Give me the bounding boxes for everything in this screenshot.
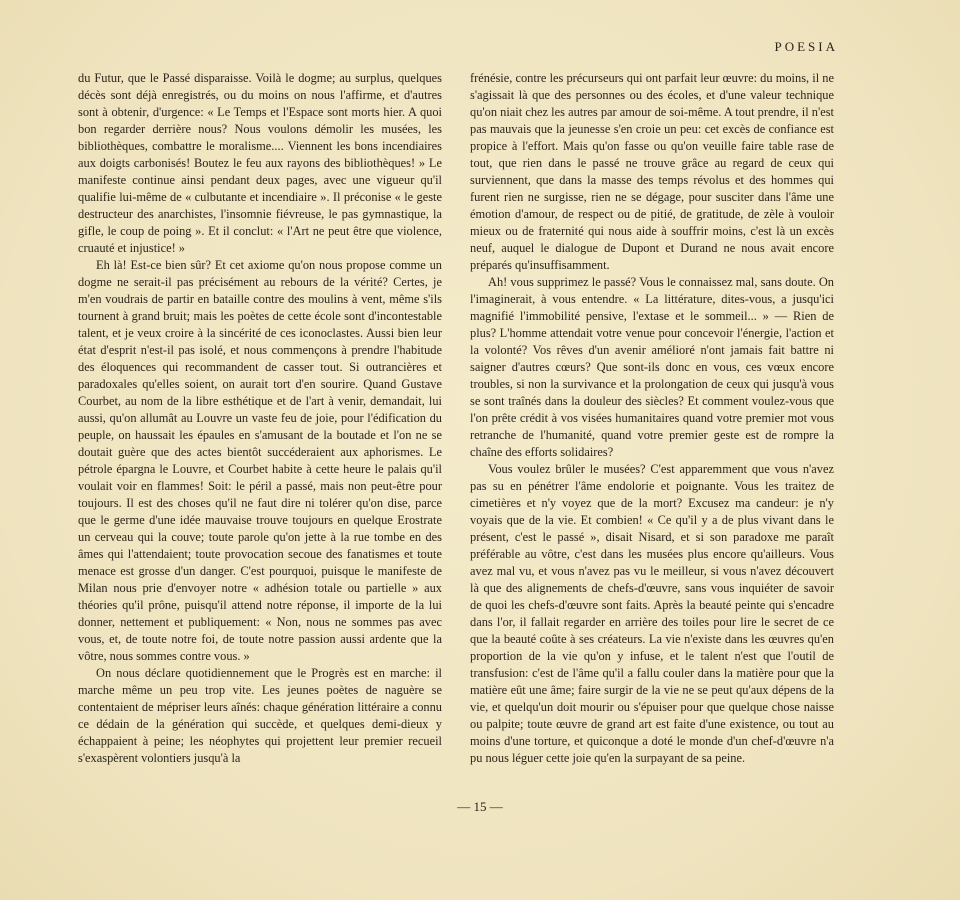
right-column <box>470 70 834 767</box>
left-column <box>78 70 442 767</box>
paragraph: Ah! vous supprimez le passé? Vous le connaissez mal, sans doute. On l'imaginerait, à vous entendre. « La littérature, dites-vous, a jusqu'ici magnifié l'immobilité pensive, l'extase et le sommeil... » — Rien de plus? L'homme attendait votre venue pour concevoir l'énergie, l'action et la volonté? Vos rêves d'un avenir amélioré n'ont jamais fait battre ni saigner d'autres cœurs? Que sont-ils donc en vous, ces vœux encore troubles, si non la survivance et la prolongation de ceux qui jusqu'à vous se sont traînés dans la douleur des siècles? Et comment voulez-vous que l'on prête crédit à vos visées humanitaires quand votre premier mot vous retranche de l'humanité, quand votre premier geste est de rompre la chaîne des efforts solidaires? <box>470 275 834 459</box>
paragraph: Eh là! Est-ce bien sûr? Et cet axiome qu'on nous propose comme un dogme ne serait-il pas précisément au rebours de la vérité? Certes, je m'en voudrais de partir en bataille contre des moulins à vent, même s'ils tournent à grand bruit; mais les poètes de cette école sont d'incontestable talent, et je veux croire à la sincérité de ces iconoclastes. Aussi bien leur état d'esprit n'est-il pas isolé, et nous commençons à prendre l'habitude des éloquences qui recommandent de casser tout. Si outrancières et paradoxales qu'elles soient, on aurait tort d'en sourire. Quand Gustave Courbet, au nom de la libre esthétique et de l'art à venir, demandait, lui aussi, qu'on allumât au Louvre un vaste feu de joie, pour l'édification du peuple, on haussait les épaules en s'amusant de la boutade et l'on ne se doutait guère que des actes bientôt succéderaient aux aphorismes. Le pétrole épargna le Louvre, et Courbet habite à cette heure le palais qu'il voulait voir en flammes! Soit: le péril a passé, mais non peut-être pour toujours. Il est des choses qu'il ne faut dire ni tolérer qu'on dise, parce que le germe d'une idée mauvaise trouve toujours en quelque Erostrate un cerveau qui la couve; toute parole qu'on jette à la rue tombe en des âmes qui l'attendaient; toute provocation secoue des fanatismes et toute menace est grosse d'un danger. C'est pourquoi, puisque le manifeste de Milan nous prie d'envoyer notre « adhésion totale ou partielle » aux théories qu'il prône, puisqu'il attend notre réponse, il importe de la lui donner, nettement et publiquement: « Non, nous ne sommes pas avec vous, et, de toute notre foi, de toute notre passion aussi ardente que la vôtre, nous sommes contre vous. » <box>78 258 442 663</box>
page-number: — 15 — <box>457 799 503 814</box>
running-head: POESIA <box>774 39 838 54</box>
paragraph: Vous voulez brûler le musées? C'est apparemment que vous n'avez pas su en pénétrer l'âme endolorie et poignante. Vous les traitez de cimetières et n'y voyez que de la mort? Excusez ma candeur: je n'y voyais que de la vie. Et combien! « Ce qu'il y a de plus vivant dans le présent, c'est le passé », disait Nisard, et si son paradoxe me paraît préférable au vôtre, c'est dans les musées plus encore qu'ailleurs. Vous avez mal vu, et vous n'avez pas vu le meilleur, si vous n'avez découvert là que des alignements de chefs-d'œuvre, sans vous inquiéter de savoir de quoi les chefs-d'œuvre sont faits. Après la beauté peinte qui s'encadre dans l'or, il fallait regarder en arrière des toiles pour lire le secret de ce que la beauté coûte à ses créateurs. La vie n'existe dans les œuvres qu'en proportion de la vie qu'on y infuse, et le talent n'est que l'outil de transfusion: c'est de l'âme qu'il a fallu couler dans la matière pour que la matière eût une âme; faire surgir de la vie ne se peut qu'aux dépens de la vie, et quelqu'un doit mourir ou s'épuiser pour que quelque chose naisse ou palpite; toute œuvre de grand art est faite d'une existence, ou tout au moins d'une torture, et quiconque a doté le monde d'un chef-d'œuvre n'a pu nous léguer cette joie qu'en la surpayant de sa peine. <box>470 462 834 765</box>
paragraph: du Futur, que le Passé disparaisse. Voilà le dogme; au surplus, quelques décès sont déjà enregistrés, ou du moins on nous l'affirme, et d'autres sont à obtenir, d'urgence: « Le Temps et l'Espace sont morts hier. A quoi bon regarder derrière nous? Nous voulons démolir les musées, les bibliothèques, combattre le moralisme.... Viennent les bons incendiaires aux doigts carbonisés! Boutez le feu aux rayons des bibliothèques! » Le manifeste continue ainsi pendant deux pages, avec une vigueur qu'il qualifie lui-même de « culbutante et incendiaire ». Il préconise « le geste destructeur des anarchistes, l'insomnie fiévreuse, le pas gymnastique, la gifle, le coup de poing ». Et il conclut: « l'Art ne peut être que violence, cruauté et injustice! » <box>78 71 442 255</box>
paragraph: On nous déclare quotidiennement que le Progrès est en marche: il marche même un peu trop vite. Les jeunes poètes de naguère se contentaient de mépriser leurs aînés: chaque génération littéraire a connu ce dédain de la génération qui succède, et quelques demi-dieux y échappaient à peine; les néophytes qui projettent leur premier recueil s'exaspèrent volontiers jusqu'à la <box>78 666 442 765</box>
paragraph: frénésie, contre les précurseurs qui ont parfait leur œuvre: du moins, il ne s'agissait là que des personnes ou des écoles, et d'une valeur technique qu'on niait chez les autres par amour de soi-même. A tout prendre, il n'est pas mauvais que la jeunesse s'en croie un peu: cet excès de confiance est propice à l'effort. Mais qu'on fasse ou qu'on veuille faire table rase de tout, que rien dans le passé ne trouve grâce au regard de ceux qui surviennent, que dans la masse des temps révolus et des hommes qui furent rien ne surgisse, rien ne se dégage, pour susciter dans l'âme une émotion d'amour, de respect ou de pitié, de gratitude, de zèle à vouloir mieux ou de fraternité qui nous aide à souffrir moins, c'est là un excès neuf, auquel le dialogue de Dupont et Durand ne nous avait encore préparés qu'insuffisamment. <box>470 71 834 272</box>
